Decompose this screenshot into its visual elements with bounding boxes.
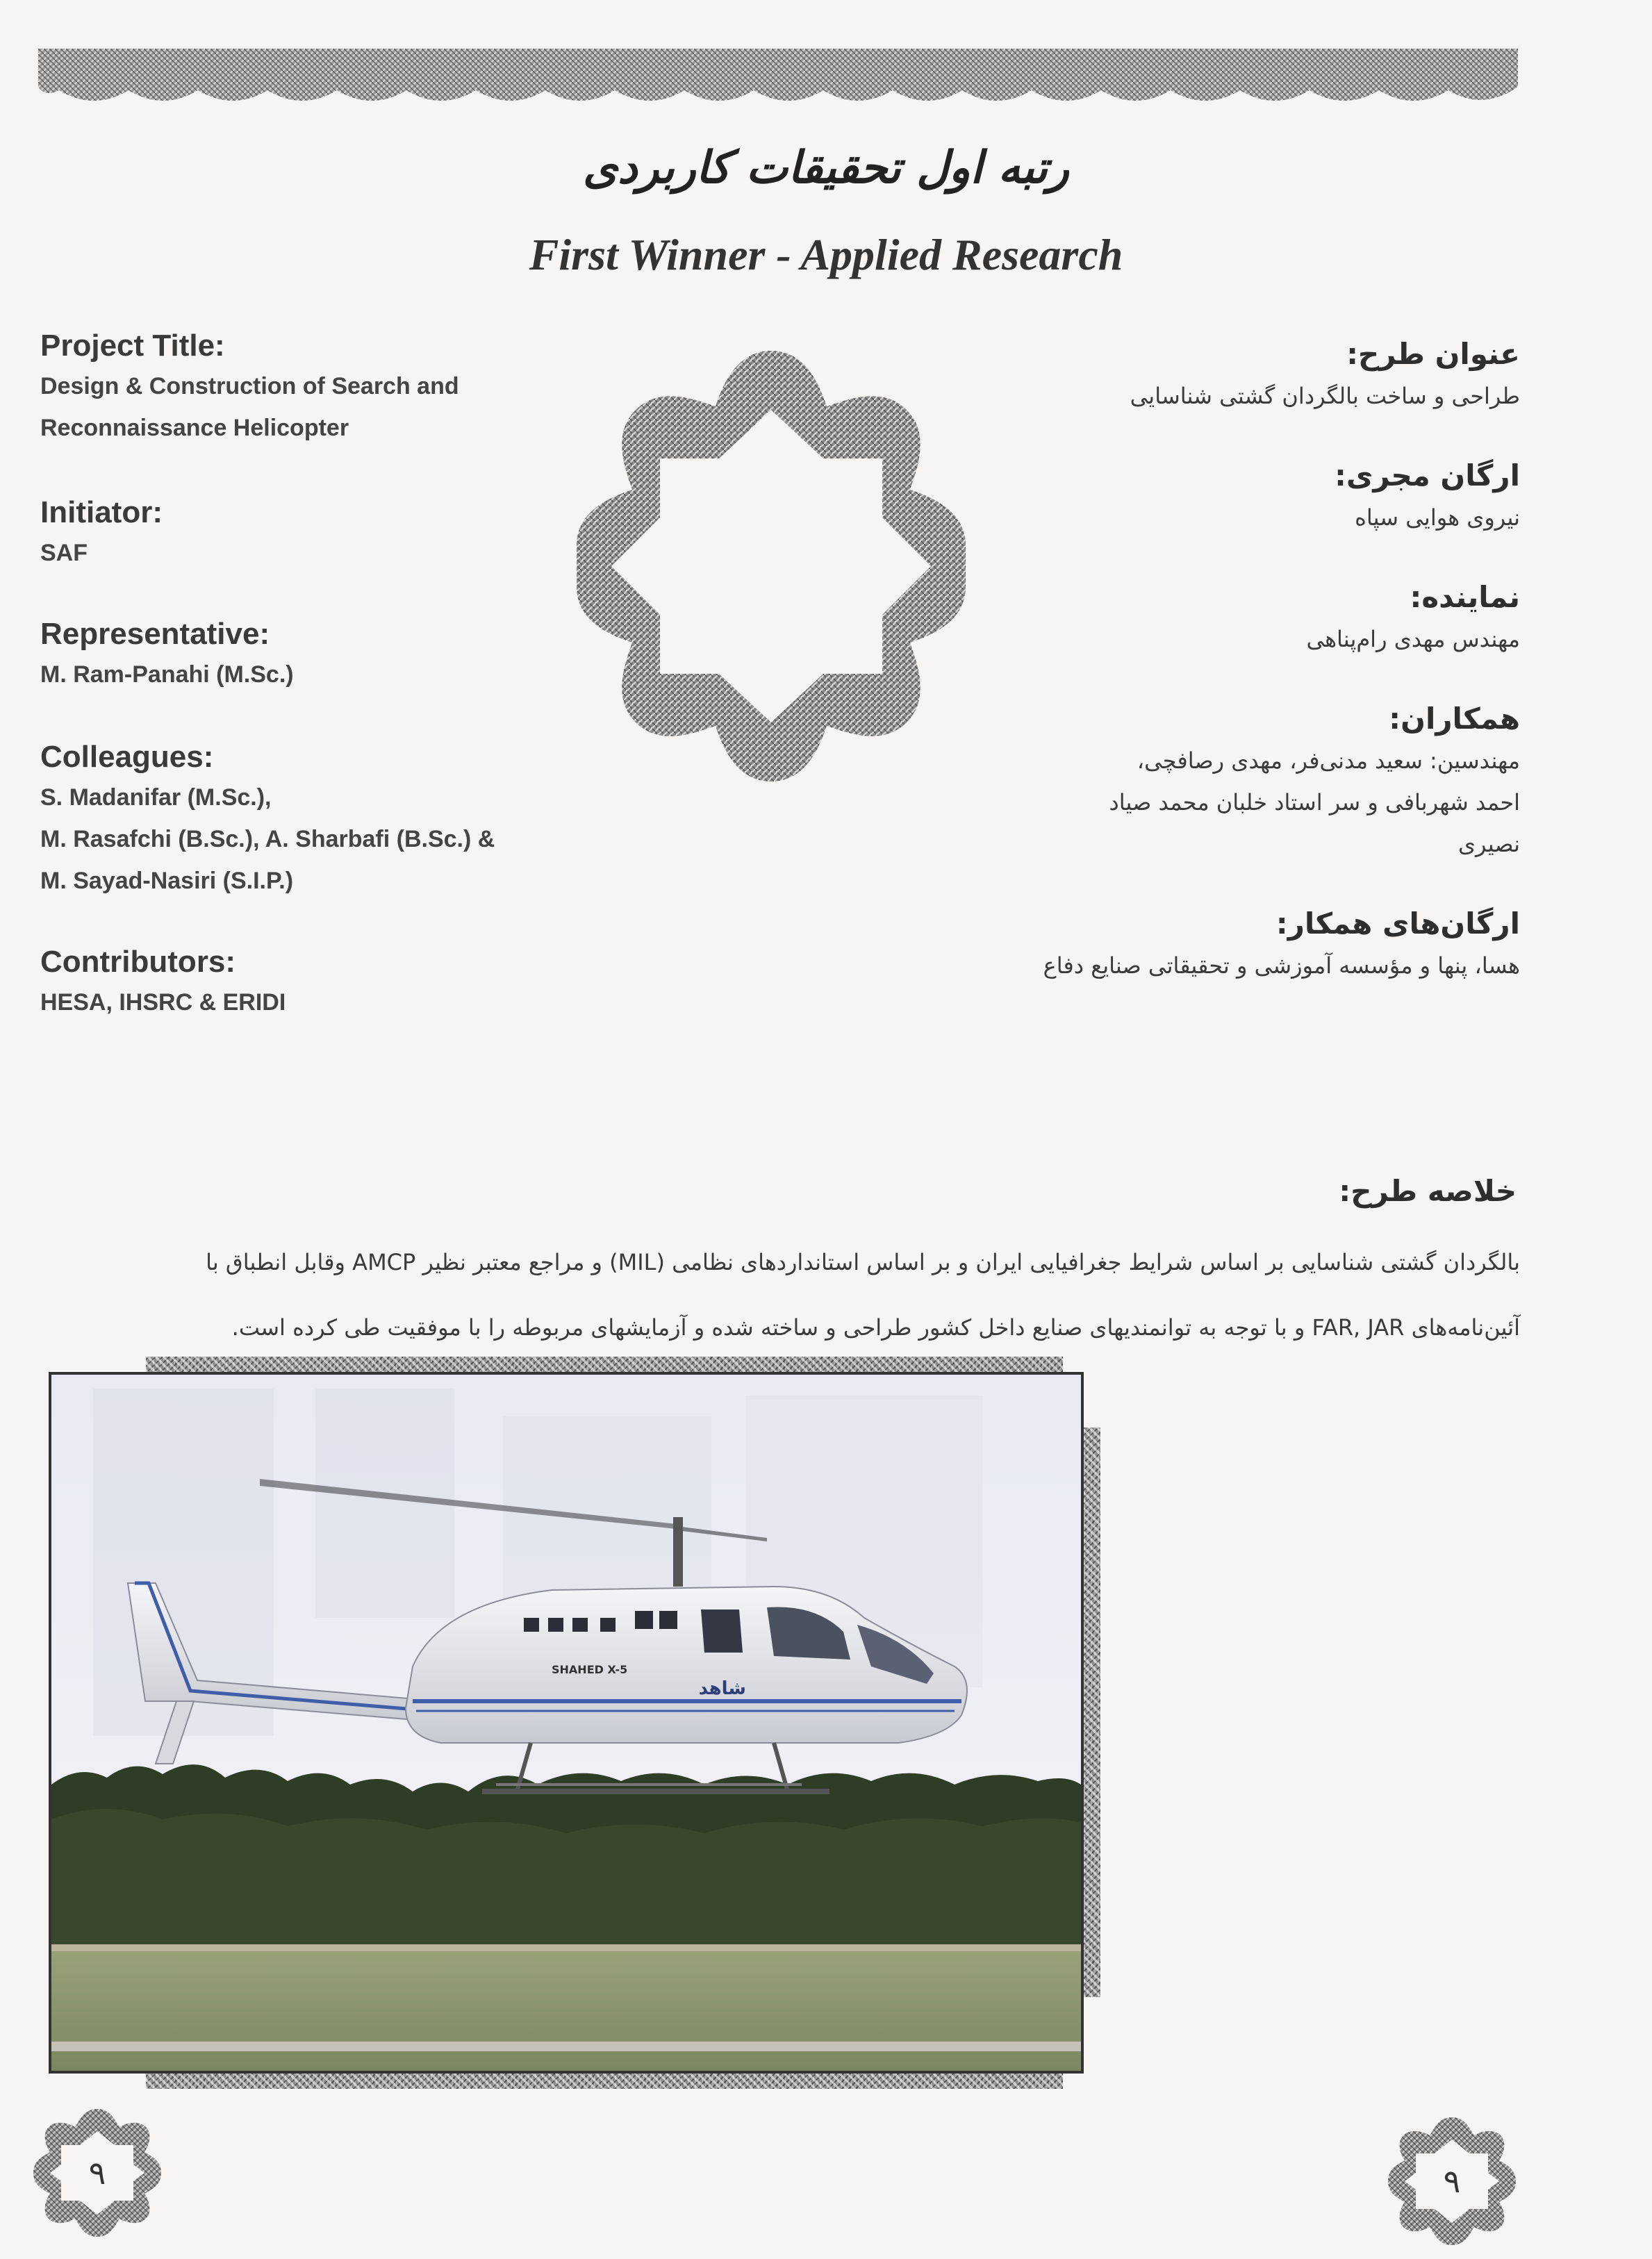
top-decorative-band [38,49,1518,111]
helicopter-photo [49,1372,1084,2074]
page-number-badge-left [28,2103,167,2242]
fa-contributors-value: هسا، پنها و مؤسسه آموزشی و تحقیقاتی صنایع دفاع [1043,952,1520,979]
summary-label: خلاصه طرح: [1339,1174,1517,1208]
en-project-title-line2: Reconnaissance Helicopter [40,415,349,441]
en-representative-block [40,615,294,695]
en-initiator-label: Initiator: [40,495,163,529]
en-initiator-value: SAF [40,540,88,566]
top-band-pattern [38,49,1518,111]
summary-line2: آئین‌نامه‌های FAR, JAR و با توجه به توانمندیهای صنایع داخل کشور طراحی و ساخته شده و آزمایشهای مربوطه را با موفقیت طی کرده است. [231,1314,1520,1341]
fa-colleagues-line2: احمد شهربافی و سر استاد خلبان محمد صیاد [1109,789,1520,816]
fa-colleagues-label: همکاران: [1389,702,1520,736]
en-project-title-label: Project Title: [40,329,225,363]
page-number-badge-right [1382,2112,1521,2251]
fa-project-title-label: عنوان طرح: [1346,337,1520,371]
photo-border-right [1084,1428,1100,1997]
fa-representative-label: نماینده: [1410,580,1520,614]
fa-colleagues-block [1109,698,1521,865]
en-project-title-block [40,326,459,449]
fuselage-text-en: SHAHED X-5 [552,1663,628,1676]
fuselage-text-fa: شاهد [698,1678,746,1699]
fa-initiator-value: نیروی هوایی سپاه [1355,504,1520,531]
summary-paragraph [28,1230,1520,1360]
en-contributors-block [40,943,286,1023]
helicopter-photo-frame [49,1372,1084,2074]
en-contributors-value: HESA, IHSRC & ERIDI [40,989,286,1016]
en-initiator-block [40,493,163,574]
en-colleagues-label: Colleagues: [40,740,214,774]
fa-project-title-value: طراحی و ساخت بالگردان گشتی شناسایی [1130,383,1520,409]
fa-representative-value: مهندس مهدی رام‌پناهی [1306,626,1520,652]
fa-contributors-label: ارگان‌های همکار: [1275,907,1520,941]
fa-colleagues-line1: مهندسین: سعید مدنی‌فر، مهدی رصافچی، [1137,747,1520,774]
en-colleagues-line1: S. Madanifar (M.Sc.), [40,784,272,811]
en-representative-value: M. Ram-Panahi (M.Sc.) [40,661,294,688]
fa-colleagues-line3: نصیری [1457,831,1520,857]
en-colleagues-block [40,738,495,902]
en-colleagues-line3: M. Sayad-Nasiri (S.I.P.) [40,868,294,894]
photo-border-bottom [146,2074,1063,2089]
en-colleagues-line2: M. Rasafchi (B.Sc.), A. Sharbafi (B.Sc.) & [40,826,495,852]
en-representative-label: Representative: [40,617,270,651]
helicopter-illustration [51,1375,1081,2071]
photo-border-top [146,1357,1063,1372]
summary-line1: بالگردان گشتی شناسایی بر اساس شرایط جغرافیایی ایران و بر اساس استانداردهای نظامی (MIL) و مراجع معتبر نظیر AMCP وقابل انطباق با [206,1249,1520,1275]
page-number-left: ٩ [88,2154,106,2192]
fa-initiator-block [1335,455,1520,538]
fa-initiator-label: ارگان مجری: [1335,458,1520,493]
fa-contributors-block [1043,903,1520,986]
fa-representative-block [1307,577,1521,660]
en-project-title-line1: Design & Construction of Search and [40,373,459,399]
star-ornament [549,344,993,788]
title-persian: رتبه اول تحقیقات کاربردی [583,142,1069,194]
title-english: First Winner - Applied Research [529,230,1123,279]
en-contributors-label: Contributors: [40,945,236,979]
page-number-right: ٩ [1443,2162,1461,2200]
fa-project-title-block [1130,333,1520,417]
